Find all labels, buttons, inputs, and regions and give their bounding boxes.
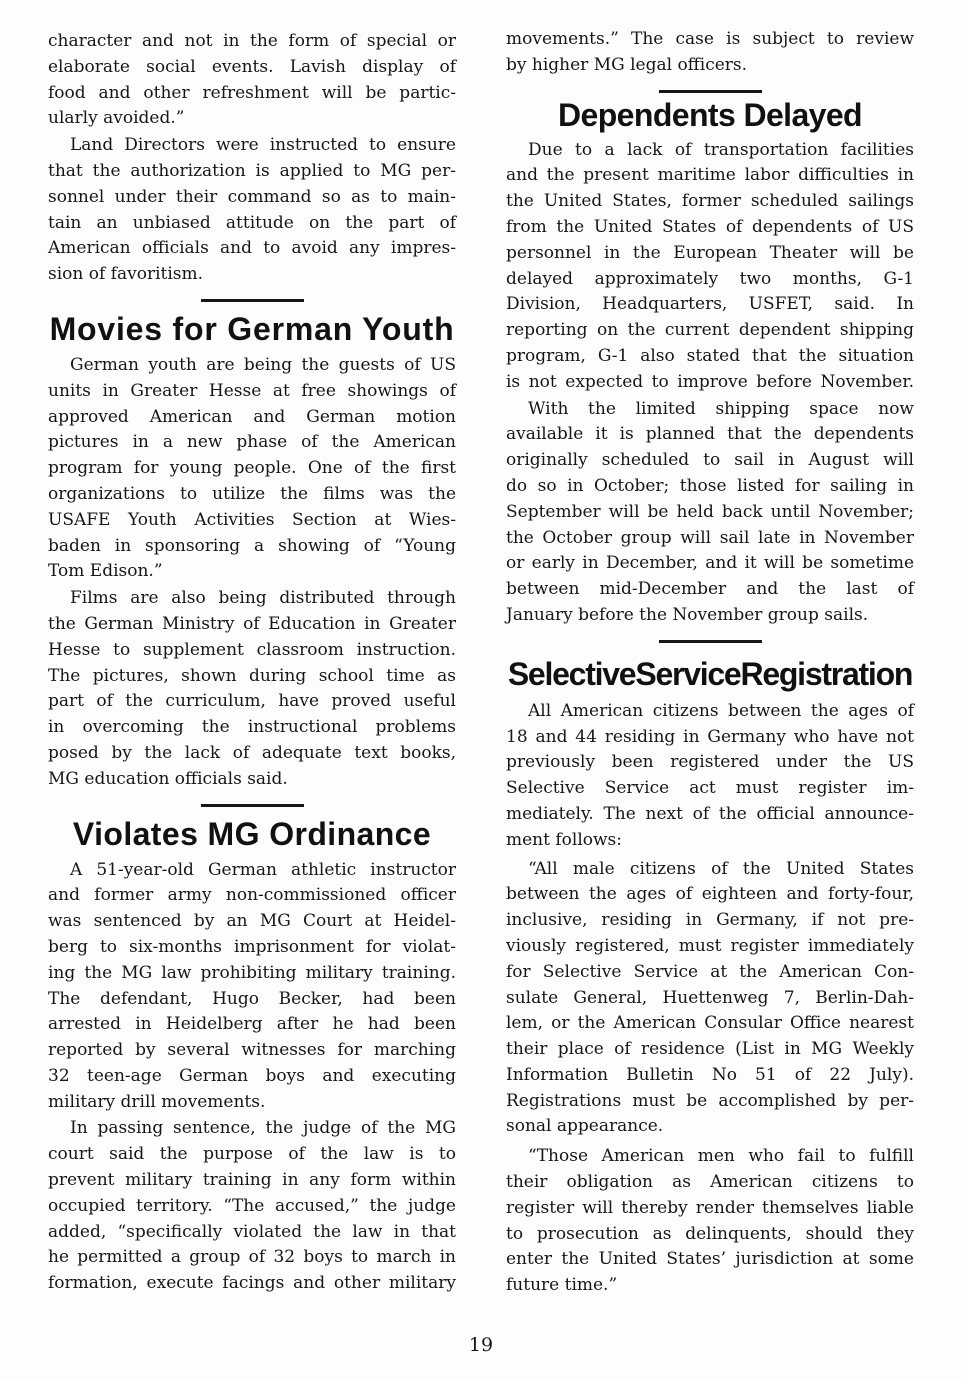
text-line: baden in sponsoring a showing of “Young	[48, 535, 456, 556]
text-line: movements.” The case is subject to review	[506, 29, 914, 49]
paragraph	[48, 133, 456, 288]
text-line: sonal appearance.	[506, 1116, 664, 1137]
text-line: approved American and German motion	[48, 406, 456, 427]
paragraph	[48, 586, 456, 792]
text-line: elaborate social events. Lavish display of	[48, 56, 456, 77]
text-line: previously been registered under the US	[506, 752, 914, 773]
text-line: Division, Headquarters, USFET, said. In	[506, 294, 914, 315]
page-number: 19	[468, 1334, 494, 1356]
text-line: do so in October; those listed for sailing in	[506, 475, 914, 496]
text-line: future time.”	[506, 1275, 618, 1296]
text-line: pictures in a new phase of the American	[48, 432, 456, 453]
text-line: their obligation as American citizens to	[506, 1172, 914, 1193]
text-line: ment follows:	[506, 829, 623, 850]
text-line: court said the purpose of the law is to	[48, 1144, 456, 1165]
text-line: between the ages of eighteen and forty-four,	[506, 884, 914, 905]
text-line: 32 teen-age German boys and executing	[48, 1065, 456, 1086]
text-line: he permitted a group of 32 boys to march in	[48, 1247, 456, 1268]
text-line: mediately. The next of the official announce-	[506, 803, 914, 824]
paragraph	[48, 858, 456, 1116]
text-line: Selective Service act must register im-	[506, 778, 914, 799]
text-line: available it is planned that the dependents	[506, 424, 914, 445]
text-line: Registrations must be accomplished by per-	[506, 1090, 914, 1111]
text-line: A 51-year-old German athletic instructor	[70, 859, 456, 880]
text-line: organizations to utilize the films was the	[48, 483, 456, 504]
left-column	[48, 29, 456, 1297]
text-line: posed by the lack of adequate text books,	[48, 742, 456, 763]
paragraph	[506, 857, 914, 1141]
text-line: “Those American men who fail to fulfill	[528, 1146, 914, 1167]
text-line: All American citizens between the ages of	[528, 700, 914, 721]
text-line: formation, execute facings and other military	[48, 1273, 456, 1294]
text-line: register will thereby render themselves liable	[506, 1197, 914, 1218]
text-line: by higher MG legal officers.	[506, 54, 748, 75]
text-line: program, G-1 also stated that the situation	[506, 345, 914, 366]
text-line: military drill movements.	[48, 1091, 266, 1112]
text-line: arrested in Heidelberg after he had been	[48, 1014, 456, 1035]
text-line: reported by several witnesses for marching	[48, 1040, 456, 1061]
text-line: ularly avoided.”	[48, 108, 185, 129]
text-line: occupied territory. “The accused,” the judge	[48, 1195, 456, 1216]
text-line: American officials and to avoid any impres-	[48, 238, 456, 259]
text-line: In passing sentence, the judge of the MG	[70, 1118, 456, 1139]
text-line: to prosecution as delinquents, should they	[506, 1223, 914, 1244]
text-line: The defendant, Hugo Becker, had been	[48, 988, 456, 1009]
text-line: MG education officials said.	[48, 768, 288, 789]
section-heading: SelectiveServiceRegistration	[507, 655, 913, 692]
paragraph	[48, 29, 456, 132]
text-line: reporting on the current dependent shipping	[506, 320, 914, 341]
text-line: With the limited shipping space now	[528, 398, 914, 419]
text-line: Films are also being distributed through	[70, 588, 456, 609]
text-line: enter the United States’ jurisdiction at some	[506, 1249, 914, 1270]
text-line: The pictures, shown during school time as	[48, 665, 456, 686]
text-line: units in Greater Hesse at free showings of	[48, 380, 456, 401]
right-column	[506, 27, 914, 1299]
text-line: viously registered, must register immediately	[506, 935, 914, 956]
text-line: program for young people. One of the first	[48, 458, 456, 479]
text-line: that the authorization is applied to MG per-	[48, 160, 456, 181]
text-line: and the present maritime labor difficulties in	[506, 165, 914, 186]
text-line: is not expected to improve before November.	[506, 371, 914, 392]
article-selective-service-registration	[506, 640, 914, 1299]
text-line: personnel in the European Theater will be	[506, 242, 914, 263]
text-line: 18 and 44 residing in Germany who have not	[506, 726, 914, 747]
paragraph	[506, 27, 914, 79]
text-line: between mid-December and the last of	[506, 579, 914, 600]
article-continued-top-left	[48, 29, 456, 288]
paragraph	[506, 397, 914, 629]
text-line: character and not in the form of special or	[48, 31, 456, 51]
section-heading: Movies for German Youth	[49, 310, 455, 347]
text-line: Tom Edison.”	[48, 561, 163, 582]
text-line: Due to a lack of transportation facilities	[528, 139, 914, 160]
text-line: tain an unbiased attitude on the part of	[48, 212, 456, 233]
text-line: September will be held back until November;	[506, 501, 914, 522]
text-line: ing the MG law prohibiting military training.	[48, 962, 456, 983]
text-line: food and other refreshment will be partic-	[48, 82, 456, 103]
section-heading: Violates MG Ordinance	[72, 815, 432, 852]
text-line: for Selective Service at the American Con-	[506, 961, 914, 982]
text-line: part of the curriculum, have proved useful	[48, 691, 456, 712]
text-line: the October group will sail late in November	[506, 527, 914, 548]
text-line: January before the November group sails.	[506, 604, 869, 625]
article-violates-mg-ordinance	[48, 804, 456, 1298]
text-line: from the United States of dependents of US	[506, 216, 914, 237]
section-heading: Dependents Delayed	[558, 96, 862, 133]
text-line: inclusive, residing in Germany, if not pre-	[506, 910, 914, 931]
text-line: berg to six-months imprisonment for violat-	[48, 936, 456, 957]
text-line: USAFE Youth Activities Section at Wies-	[48, 509, 456, 530]
article-movies-for-german-youth	[48, 299, 456, 793]
text-line: Land Directors were instructed to ensure	[70, 135, 456, 156]
text-line: sonnel under their command so as to main-	[48, 186, 456, 207]
text-line: was sentenced by an MG Court at Heidel-	[48, 911, 456, 932]
text-line: their place of residence (List in MG Weekly	[506, 1039, 914, 1060]
text-line: lem, or the American Consular Office nearest	[506, 1013, 914, 1034]
text-line: or early in December, and it will be sometime	[506, 553, 914, 574]
paragraph	[506, 699, 914, 854]
article-violates-mg-ordinance-continued	[506, 27, 914, 79]
text-line: added, “specifically violated the law in that	[48, 1221, 456, 1242]
paragraph	[506, 138, 914, 396]
text-line: prevent military training in any form within	[48, 1170, 456, 1191]
text-line: originally scheduled to sail in August will	[506, 450, 914, 471]
text-line: German youth are being the guests of US	[70, 354, 456, 375]
text-line: in overcoming the instructional problems	[48, 717, 456, 738]
text-line: and former army non-commissioned officer	[48, 885, 456, 906]
paragraph	[506, 1144, 914, 1299]
text-line: the United States, former scheduled sailings	[506, 191, 914, 212]
text-line: “All male citizens of the United States	[528, 858, 914, 879]
text-line: the German Ministry of Education in Greater	[48, 613, 456, 634]
text-line: sulate General, Huettenweg 7, Berlin-Dah-	[506, 987, 914, 1008]
paragraph	[48, 353, 456, 585]
paragraph	[48, 1116, 456, 1297]
text-line: Hesse to supplement classroom instruction.	[48, 639, 456, 660]
text-line: sion of favoritism.	[48, 264, 204, 285]
text-line: delayed approximately two months, G-1	[506, 268, 914, 289]
text-line: Information Bulletin No 51 of 22 July).	[506, 1064, 914, 1085]
article-dependents-delayed	[506, 90, 914, 629]
